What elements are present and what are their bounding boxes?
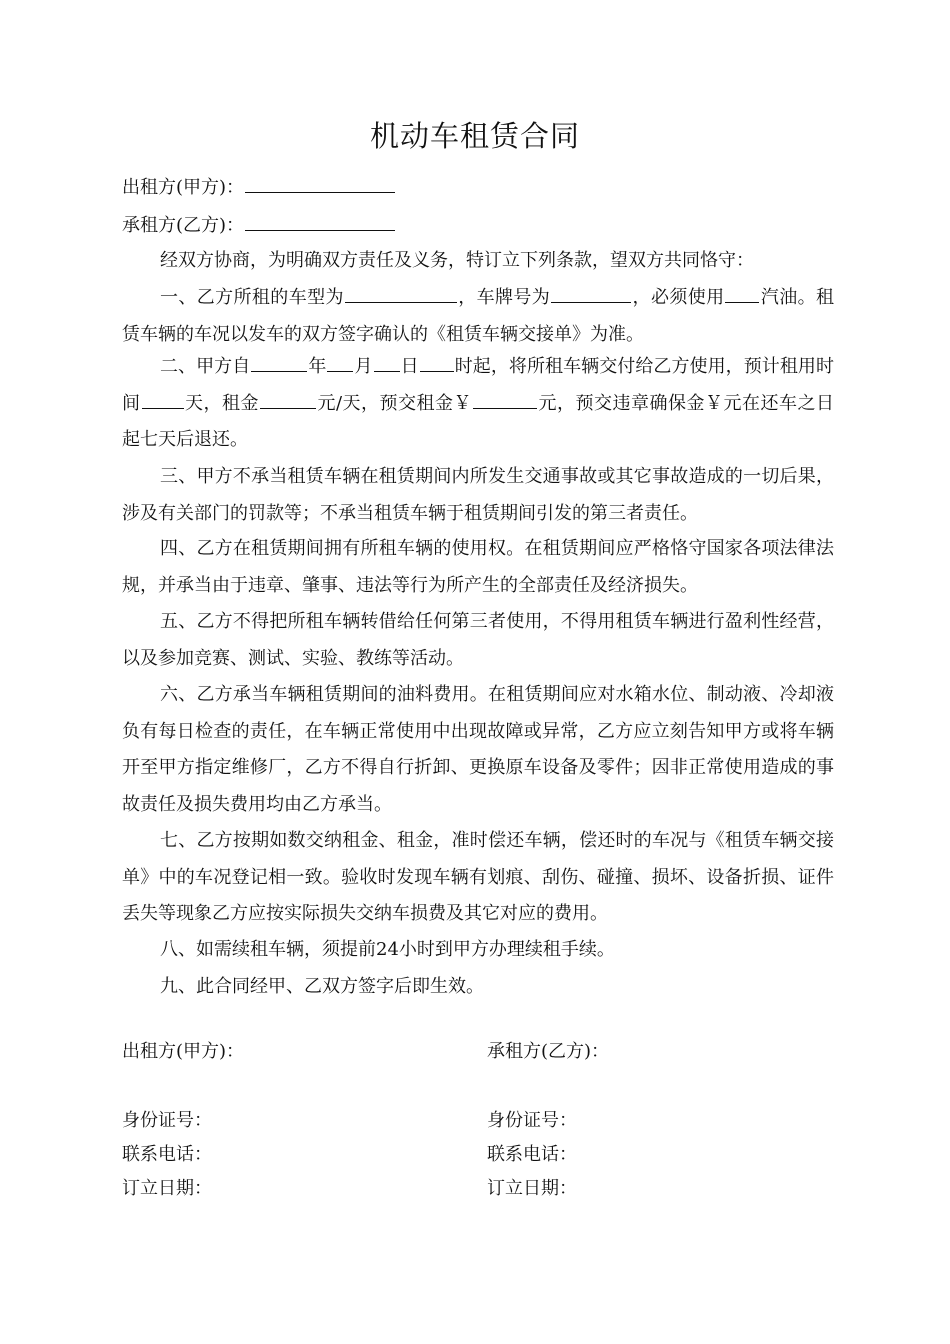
signature-phone-b: 联系电话： (487, 1144, 577, 1165)
signature-date-a: 订立日期： (122, 1178, 212, 1199)
clause-2 (122, 349, 834, 459)
clause-1-text-b: ，车牌号为 (457, 287, 551, 308)
signature-id-b: 身份证号： (487, 1110, 577, 1131)
signature-phone-a: 联系电话： (122, 1144, 212, 1165)
clause-2-text-g: 元/天，预交租金￥ (317, 392, 473, 414)
daily-rent-blank (260, 390, 316, 409)
signature-party-a: 出租方(甲方)： (122, 1041, 245, 1062)
party-a-blank (245, 174, 395, 193)
signature-id-a: 身份证号： (122, 1110, 212, 1131)
clause-6: 六、乙方承当车辆租赁期间的油料费用。在租赁期间应对水箱水位、制动液、冷却液负有每日检查的责任，在车辆正常使用中出现故障或异常，乙方应立刻告知甲方或将车辆开至甲方指定维修厂，乙方不得自行折卸、更换原车设备及零件；因非正常使用造成的事故责任及损失费用均由乙方承当。 (122, 684, 834, 815)
clause-1 (122, 280, 834, 353)
clause-2-text-f: 天，租金 (184, 392, 259, 414)
clause-2-text-i: 元在还车之日起七天后退还。 (122, 392, 835, 450)
document-title: 机动车租赁合同 (369, 119, 580, 153)
start-year-blank (251, 353, 307, 372)
plate-number-blank (551, 284, 631, 303)
party-b-blank (245, 212, 395, 231)
clause-2-text-d: 日 (400, 356, 419, 377)
prepaid-rent-blank (473, 390, 537, 409)
clause-8: 八、如需续租车辆，须提前24小时到甲方办理续租手续。 (160, 939, 615, 960)
clause-9: 九、此合同经甲、乙双方签字后即生效。 (160, 976, 484, 997)
preamble: 经双方协商，为明确双方责任及义务，特订立下列条款，望双方共同恪守： (160, 250, 754, 271)
rental-days-blank (142, 390, 184, 409)
clause-3: 三、甲方不承当租赁车辆在租赁期间内所发生交通事故或其它事故造成的一切后果，涉及有关部门的罚款等；不承当租赁车辆于租赁期间引发的第三者责任。 (122, 466, 834, 524)
party-b-line (122, 211, 396, 241)
clause-5: 五、乙方不得把所租车辆转借给任何第三者使用，不得用租赁车辆进行盈利性经营，以及参加竞赛、测试、实验、教练等活动。 (122, 611, 834, 669)
clause-2-text-a: 二、甲方自 (160, 356, 251, 377)
party-a-label: 出租方(甲方)： (122, 177, 245, 198)
signature-party-b: 承租方(乙方)： (487, 1041, 610, 1062)
fuel-type-blank (725, 284, 759, 303)
clause-2-text-h: 元，预交违章确保金￥ (538, 392, 724, 414)
start-day-blank (374, 353, 400, 372)
signature-date-b: 订立日期： (487, 1178, 577, 1199)
clause-1-text-c: ，必须使用 (632, 287, 725, 308)
start-month-blank (327, 353, 353, 372)
clause-1-text-a: 一、乙方所租的车型为 (160, 287, 344, 308)
clause-4: 四、乙方在租赁期间拥有所租车辆的使用权。在租赁期间应严格恪守国家各项法律法规，并承当由于违章、肇事、违法等行为所产生的全部责任及经济损失。 (122, 538, 834, 596)
party-b-label: 承租方(乙方)： (122, 215, 245, 236)
clause-2-text-c: 月 (354, 356, 373, 377)
clause-2-text-b: 年 (308, 356, 327, 377)
clause-7: 七、乙方按期如数交纳租金、租金，准时偿还车辆，偿还时的车况与《租赁车辆交接单》中的车况登记相一致。验收时发现车辆有划痕、刮伤、碰撞、损坏、设备折损、证件丢失等现象乙方应按实际损失交纳车损费及其它对应的费用。 (122, 830, 834, 924)
party-a-line (122, 173, 396, 203)
clause-2-text-e: 时起，将所租车辆交付给乙方使用，预计租用时间 (122, 356, 834, 414)
clause-1-text-d: 汽油。租赁车辆的车况以发车的双方签字确认的《租赁车辆交接单》为准。 (122, 287, 835, 345)
car-model-blank (345, 284, 457, 303)
start-hour-blank (420, 353, 454, 372)
